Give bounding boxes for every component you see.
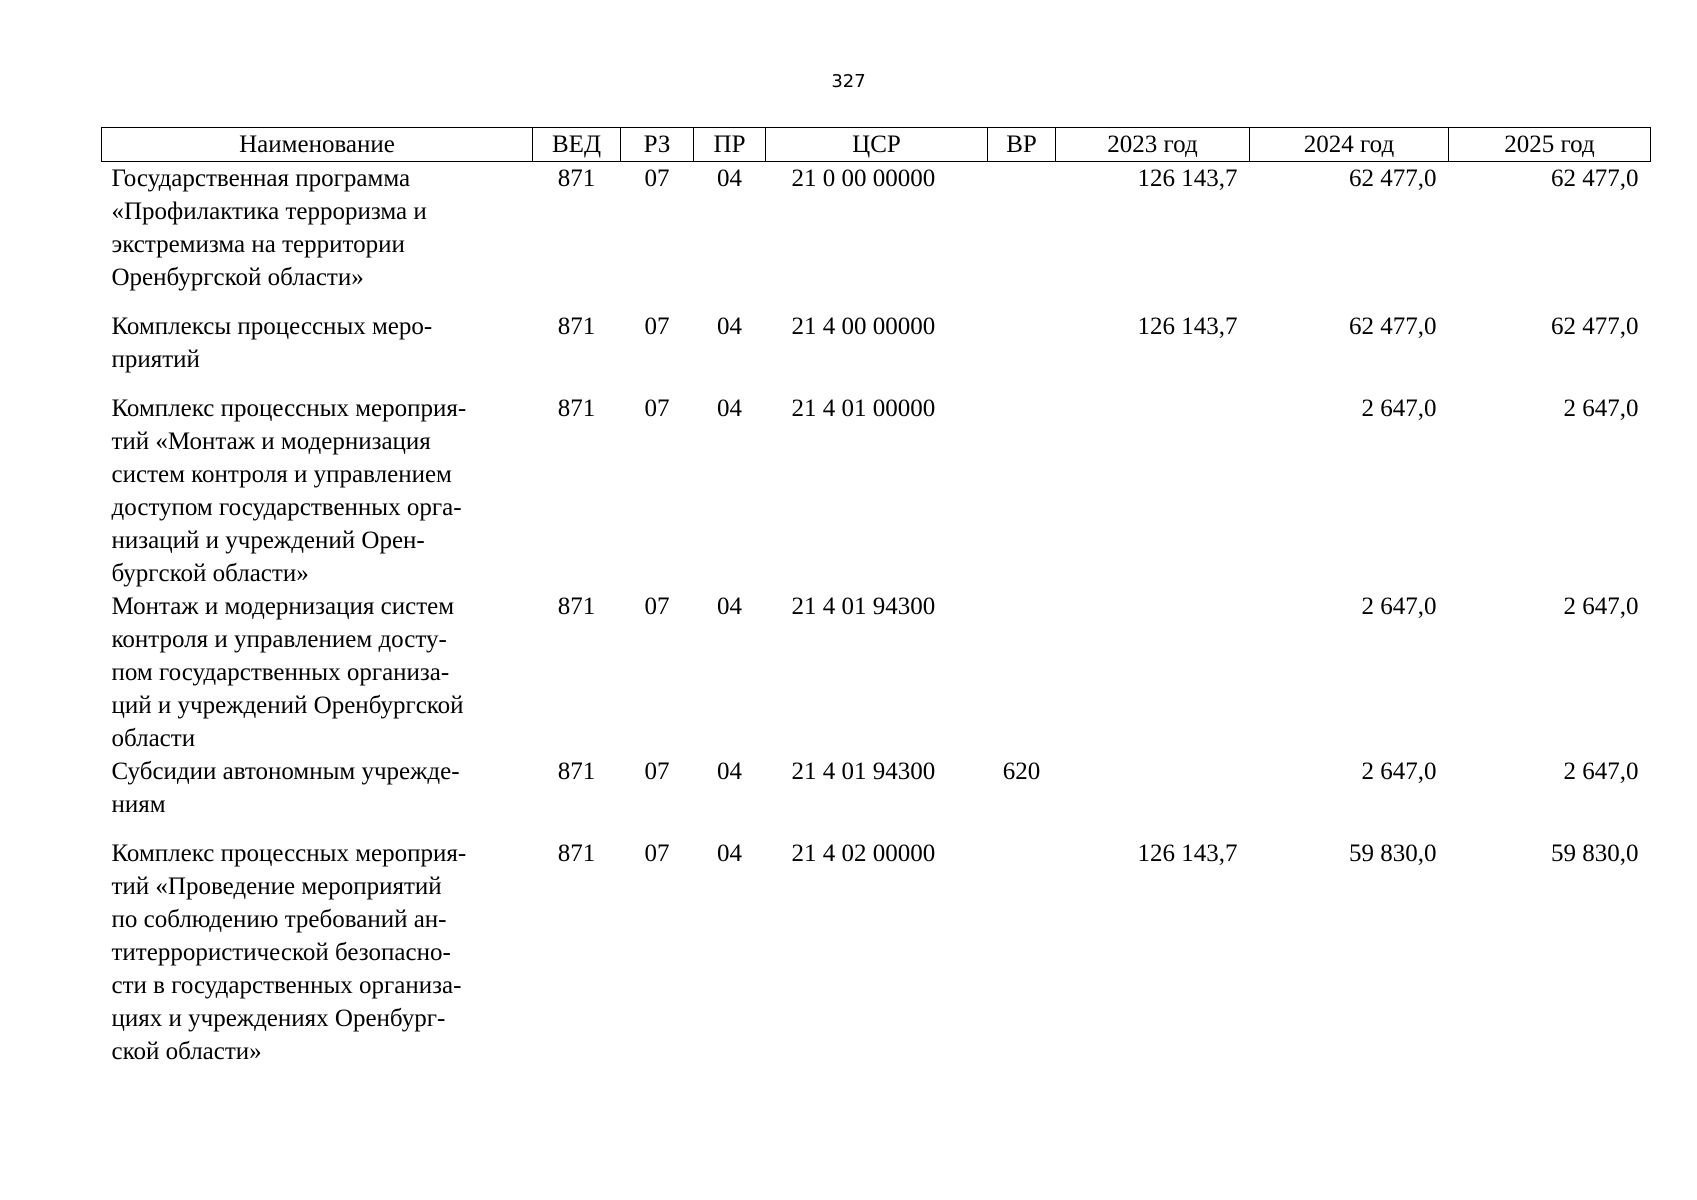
row-name-line: по соблюдению требований ан- (111, 906, 447, 933)
budget-table (101, 127, 1651, 1068)
row-vr (988, 392, 1056, 590)
row-vr (988, 590, 1056, 755)
row-name-line: циях и учреждениях Оренбург- (111, 1005, 446, 1032)
row-name-line: сти в государственных организа- (111, 972, 462, 999)
row-pr: 04 (717, 313, 742, 340)
header-2023: 2023 год (1056, 128, 1250, 162)
row-2023 (1056, 755, 1250, 837)
header-rz: РЗ (621, 128, 694, 162)
row-vr (988, 310, 1056, 392)
row-name-line: пом государственных организа- (111, 659, 450, 686)
row-name-line: ниям (111, 791, 166, 818)
row-name (102, 392, 533, 590)
header-pr: ПР (694, 128, 766, 162)
row-vr: 620 (1002, 758, 1041, 785)
table-row (102, 392, 1651, 590)
table-row (102, 590, 1651, 755)
row-name-line: Государственная программа (111, 165, 411, 192)
row-2024: 62 477,0 (1349, 165, 1437, 192)
row-2023: 126 143,7 (1137, 840, 1238, 867)
row-2024: 2 647,0 (1361, 593, 1437, 620)
row-name-line: Комплекс процессных мероприя- (111, 840, 467, 867)
row-vr (988, 162, 1056, 311)
row-name-line: тий «Проведение мероприятий (111, 873, 442, 900)
row-rz: 07 (644, 758, 670, 785)
header-2025: 2025 год (1449, 128, 1651, 162)
row-name (102, 162, 533, 311)
row-pr: 04 (717, 165, 742, 192)
header-vr: ВР (988, 128, 1056, 162)
row-name-line: экстремизма на территории (111, 231, 405, 258)
row-name-line: доступом государственных орга- (111, 494, 462, 521)
row-csr: 21 4 01 94300 (791, 593, 936, 620)
header-2024: 2024 год (1250, 128, 1449, 162)
row-name-line: области (111, 725, 196, 752)
table-row (102, 837, 1651, 1068)
row-rz: 07 (644, 313, 670, 340)
row-ved: 871 (557, 758, 596, 785)
row-ved: 871 (557, 313, 596, 340)
row-2024: 2 647,0 (1361, 758, 1437, 785)
table-row (102, 755, 1651, 837)
row-csr: 21 4 01 00000 (791, 395, 936, 422)
row-2024: 62 477,0 (1349, 313, 1437, 340)
row-name (102, 310, 533, 392)
row-csr: 21 4 00 00000 (791, 313, 936, 340)
header-csr: ЦСР (766, 128, 988, 162)
header-ved: ВЕД (533, 128, 621, 162)
row-2024: 59 830,0 (1349, 840, 1437, 867)
row-2023 (1056, 590, 1250, 755)
row-csr: 21 4 02 00000 (791, 840, 936, 867)
row-name-line: Монтаж и модернизация систем (111, 593, 455, 620)
row-pr: 04 (717, 395, 742, 422)
row-pr: 04 (717, 593, 742, 620)
table-row (102, 162, 1651, 311)
row-name-line: ций и учреждений Оренбургской (111, 692, 464, 719)
row-name-line: ской области» (111, 1038, 262, 1065)
row-name-line: систем контроля и управлением (111, 461, 452, 488)
row-vr (988, 837, 1056, 1068)
row-name (102, 590, 533, 755)
table-header-row (102, 128, 1651, 162)
row-ved: 871 (557, 395, 596, 422)
row-name-line: Субсидии автономным учрежде- (111, 758, 460, 785)
row-2025: 2 647,0 (1563, 593, 1639, 620)
page-number: 327 (831, 71, 866, 92)
row-ved: 871 (557, 840, 596, 867)
row-csr: 21 4 01 94300 (791, 758, 936, 785)
row-name-line: Комплекс процессных мероприя- (111, 395, 467, 422)
row-rz: 07 (644, 395, 670, 422)
row-2025: 62 477,0 (1551, 165, 1639, 192)
row-name-line: титеррористической безопасно- (111, 939, 451, 966)
row-2025: 59 830,0 (1551, 840, 1639, 867)
row-2025: 2 647,0 (1563, 758, 1639, 785)
table-row (102, 310, 1651, 392)
row-2025: 2 647,0 (1563, 395, 1639, 422)
row-ved: 871 (557, 165, 596, 192)
row-rz: 07 (644, 840, 670, 867)
row-2025: 62 477,0 (1551, 313, 1639, 340)
row-name-line: приятий (111, 346, 200, 373)
row-2023 (1056, 392, 1250, 590)
row-rz: 07 (644, 165, 670, 192)
row-ved: 871 (557, 593, 596, 620)
row-2023: 126 143,7 (1137, 165, 1238, 192)
header-name: Наименование (102, 128, 533, 162)
row-name-line: тий «Монтаж и модернизация (111, 428, 431, 455)
row-name (102, 755, 533, 837)
row-name-line: Комплексы процессных меро- (111, 313, 433, 340)
row-name-line: бургской области» (111, 560, 309, 587)
row-2024: 2 647,0 (1361, 395, 1437, 422)
row-2023: 126 143,7 (1137, 313, 1238, 340)
row-name-line: Оренбургской области» (111, 264, 364, 291)
row-name (102, 837, 533, 1068)
row-name-line: контроля и управлением досту- (111, 626, 447, 653)
row-name-line: «Профилактика терроризма и (111, 198, 427, 225)
row-pr: 04 (717, 758, 742, 785)
row-rz: 07 (644, 593, 670, 620)
row-csr: 21 0 00 00000 (791, 165, 936, 192)
row-pr: 04 (717, 840, 742, 867)
row-name-line: низаций и учреждений Орен- (111, 527, 425, 554)
